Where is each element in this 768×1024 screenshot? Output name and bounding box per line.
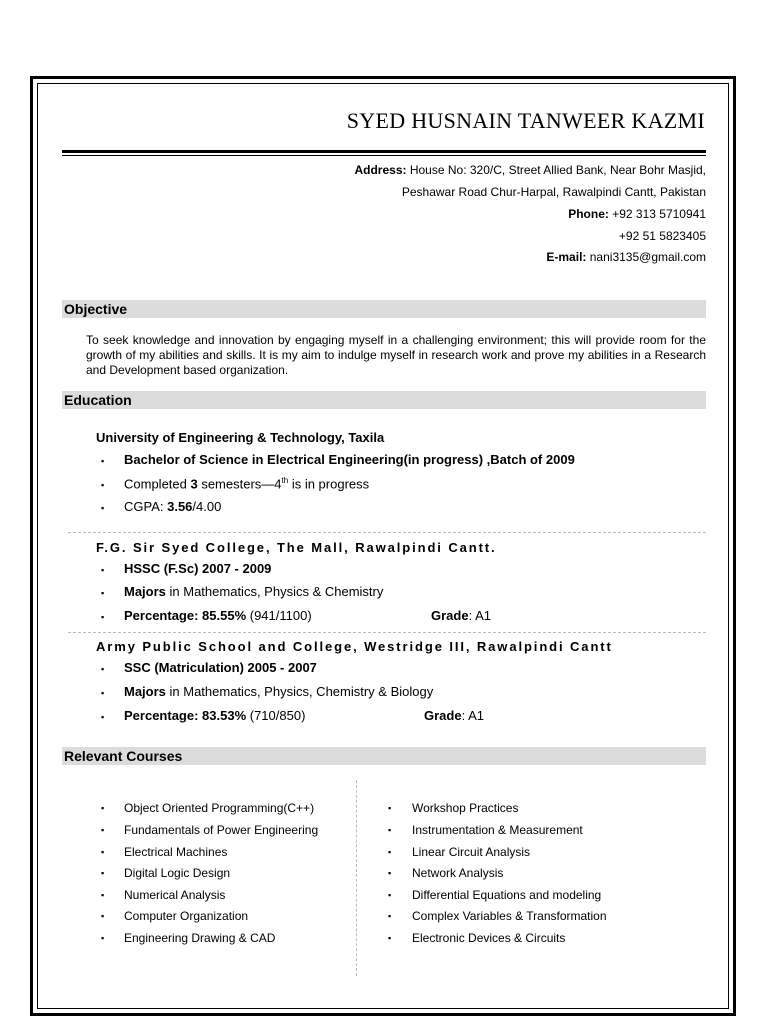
fg-school-name: F.G. Sir Syed College, The Mall, Rawalpindi Cantt. [96,540,497,555]
uet-cgpa-value: 3.56 [167,499,193,514]
address-line-1 [354,163,706,177]
email-line [546,250,706,264]
uet-completed-mid: semesters—4 [197,476,282,492]
aps-percentage-label: Percentage [124,708,195,723]
aps-percentage-value: : 83.53% [194,708,247,723]
uet-completed-sup: th [281,476,289,485]
aps-grade-value: : A1 [461,708,484,723]
divider [68,632,706,633]
bullet-icon: ▪ [101,588,105,598]
address-label: Address: [354,163,407,177]
bullet-icon: ▪ [101,664,105,674]
aps-percentage [124,708,305,723]
header-rule-thin [62,155,706,156]
bullet-icon: ▪ [388,868,392,878]
email-address[interactable]: nani3135@gmail.com [589,250,706,264]
fg-grade [431,608,491,623]
fg-majors-label: Majors [124,584,166,599]
aps-school-name: Army Public School and College, Westridge III, Rawalpindi Cantt [96,639,613,654]
address-text-1: House No: 320/C, Street Allied Bank, Near Bohr Masjid, [409,163,706,177]
header-rule-thick [62,150,706,153]
phone-number-1: +92 313 5710941 [612,207,706,221]
courses-section-bar [62,747,706,765]
course-item: Fundamentals of Power Engineering [124,823,319,837]
uet-completed-post: is in progress [288,476,370,492]
bullet-icon: ▪ [101,503,105,513]
phone-line-1 [568,207,706,221]
uet-school-name: University of Engineering & Technology, Taxila [96,430,385,445]
uet-completed [124,476,369,491]
course-item: Linear Circuit Analysis [412,845,531,859]
bullet-icon: ▪ [101,456,105,466]
course-item: Electrical Machines [124,845,228,859]
bullet-icon: ▪ [388,890,392,900]
bullet-icon: ▪ [101,712,105,722]
uet-cgpa-max: /4.00 [192,499,222,514]
uet-cgpa [124,499,221,514]
course-item: Object Oriented Programming(C++) [124,801,315,815]
fg-percentage [124,608,312,623]
fg-degree: HSSC (F.Sc) 2007 - 2009 [124,561,272,576]
aps-percentage-marks: (710/850) [246,708,306,723]
fg-percentage-marks: (941/1100) [246,608,312,623]
bullet-icon: ▪ [101,480,105,490]
aps-grade-label: Grade [424,708,462,723]
fg-majors [124,584,383,599]
education-section-bar [62,391,706,409]
uet-completed-number: 3 [190,476,198,492]
candidate-name: SYED HUSNAIN TANWEER KAZMI [346,108,705,133]
bullet-icon: ▪ [101,825,105,835]
bullet-icon: ▪ [101,803,105,813]
uet-completed-pre: Completed [124,476,191,492]
phone-number-2: +92 51 5823405 [618,229,706,243]
courses-column-divider [356,780,357,976]
bullet-icon: ▪ [101,933,105,943]
bullet-icon: ▪ [101,890,105,900]
objective-section-bar [62,300,706,318]
courses-heading: Relevant Courses [64,748,183,764]
aps-grade [424,708,484,723]
course-item: Network Analysis [412,866,504,880]
course-item: Digital Logic Design [124,866,231,880]
bullet-icon: ▪ [388,911,392,921]
fg-grade-value: : A1 [468,608,491,623]
course-item: Instrumentation & Measurement [412,823,583,837]
bullet-icon: ▪ [101,612,105,622]
fg-percentage-label: Percentage [124,608,195,623]
course-item: Workshop Practices [412,801,519,815]
bullet-icon: ▪ [388,825,392,835]
bullet-icon: ▪ [388,933,392,943]
bullet-icon: ▪ [388,803,392,813]
uet-cgpa-label: CGPA: [124,499,168,514]
fg-percentage-value: : 85.55% [194,608,247,623]
course-item: Engineering Drawing & CAD [124,931,276,945]
course-item: Computer Organization [124,909,249,923]
course-item: Numerical Analysis [124,888,226,902]
aps-majors [124,684,433,699]
divider [68,532,706,533]
bullet-icon: ▪ [101,911,105,921]
fg-majors-text: in Mathematics, Physics & Chemistry [165,584,384,599]
objective-heading: Objective [64,301,128,317]
address-line-2: Peshawar Road Chur-Harpal, Rawalpindi Cantt, Pakistan [401,185,706,199]
course-item: Electronic Devices & Circuits [412,931,566,945]
aps-majors-label: Majors [124,684,166,699]
aps-majors-text: in Mathematics, Physics, Chemistry & Biology [165,684,434,699]
bullet-icon: ▪ [101,868,105,878]
email-label: E-mail: [546,250,587,264]
bullet-icon: ▪ [101,565,105,575]
uet-degree: Bachelor of Science in Electrical Engineering(in progress) ,Batch of 2009 [124,452,575,467]
course-item: Differential Equations and modeling [412,888,602,902]
fg-grade-label: Grade [431,608,469,623]
aps-degree: SSC (Matriculation) 2005 - 2007 [124,660,317,675]
phone-label: Phone: [568,207,609,221]
education-heading: Education [64,392,132,408]
bullet-icon: ▪ [101,847,105,857]
course-item: Complex Variables & Transformation [412,909,607,923]
bullet-icon: ▪ [388,847,392,857]
bullet-icon: ▪ [101,688,105,698]
objective-text: To seek knowledge and innovation by engaging myself in a challenging environment; this will provide room for the growth of my abilities and skills. It is my aim to indulge myself in research work and prove my abilities in a Research and Development based organization. [86,333,706,377]
